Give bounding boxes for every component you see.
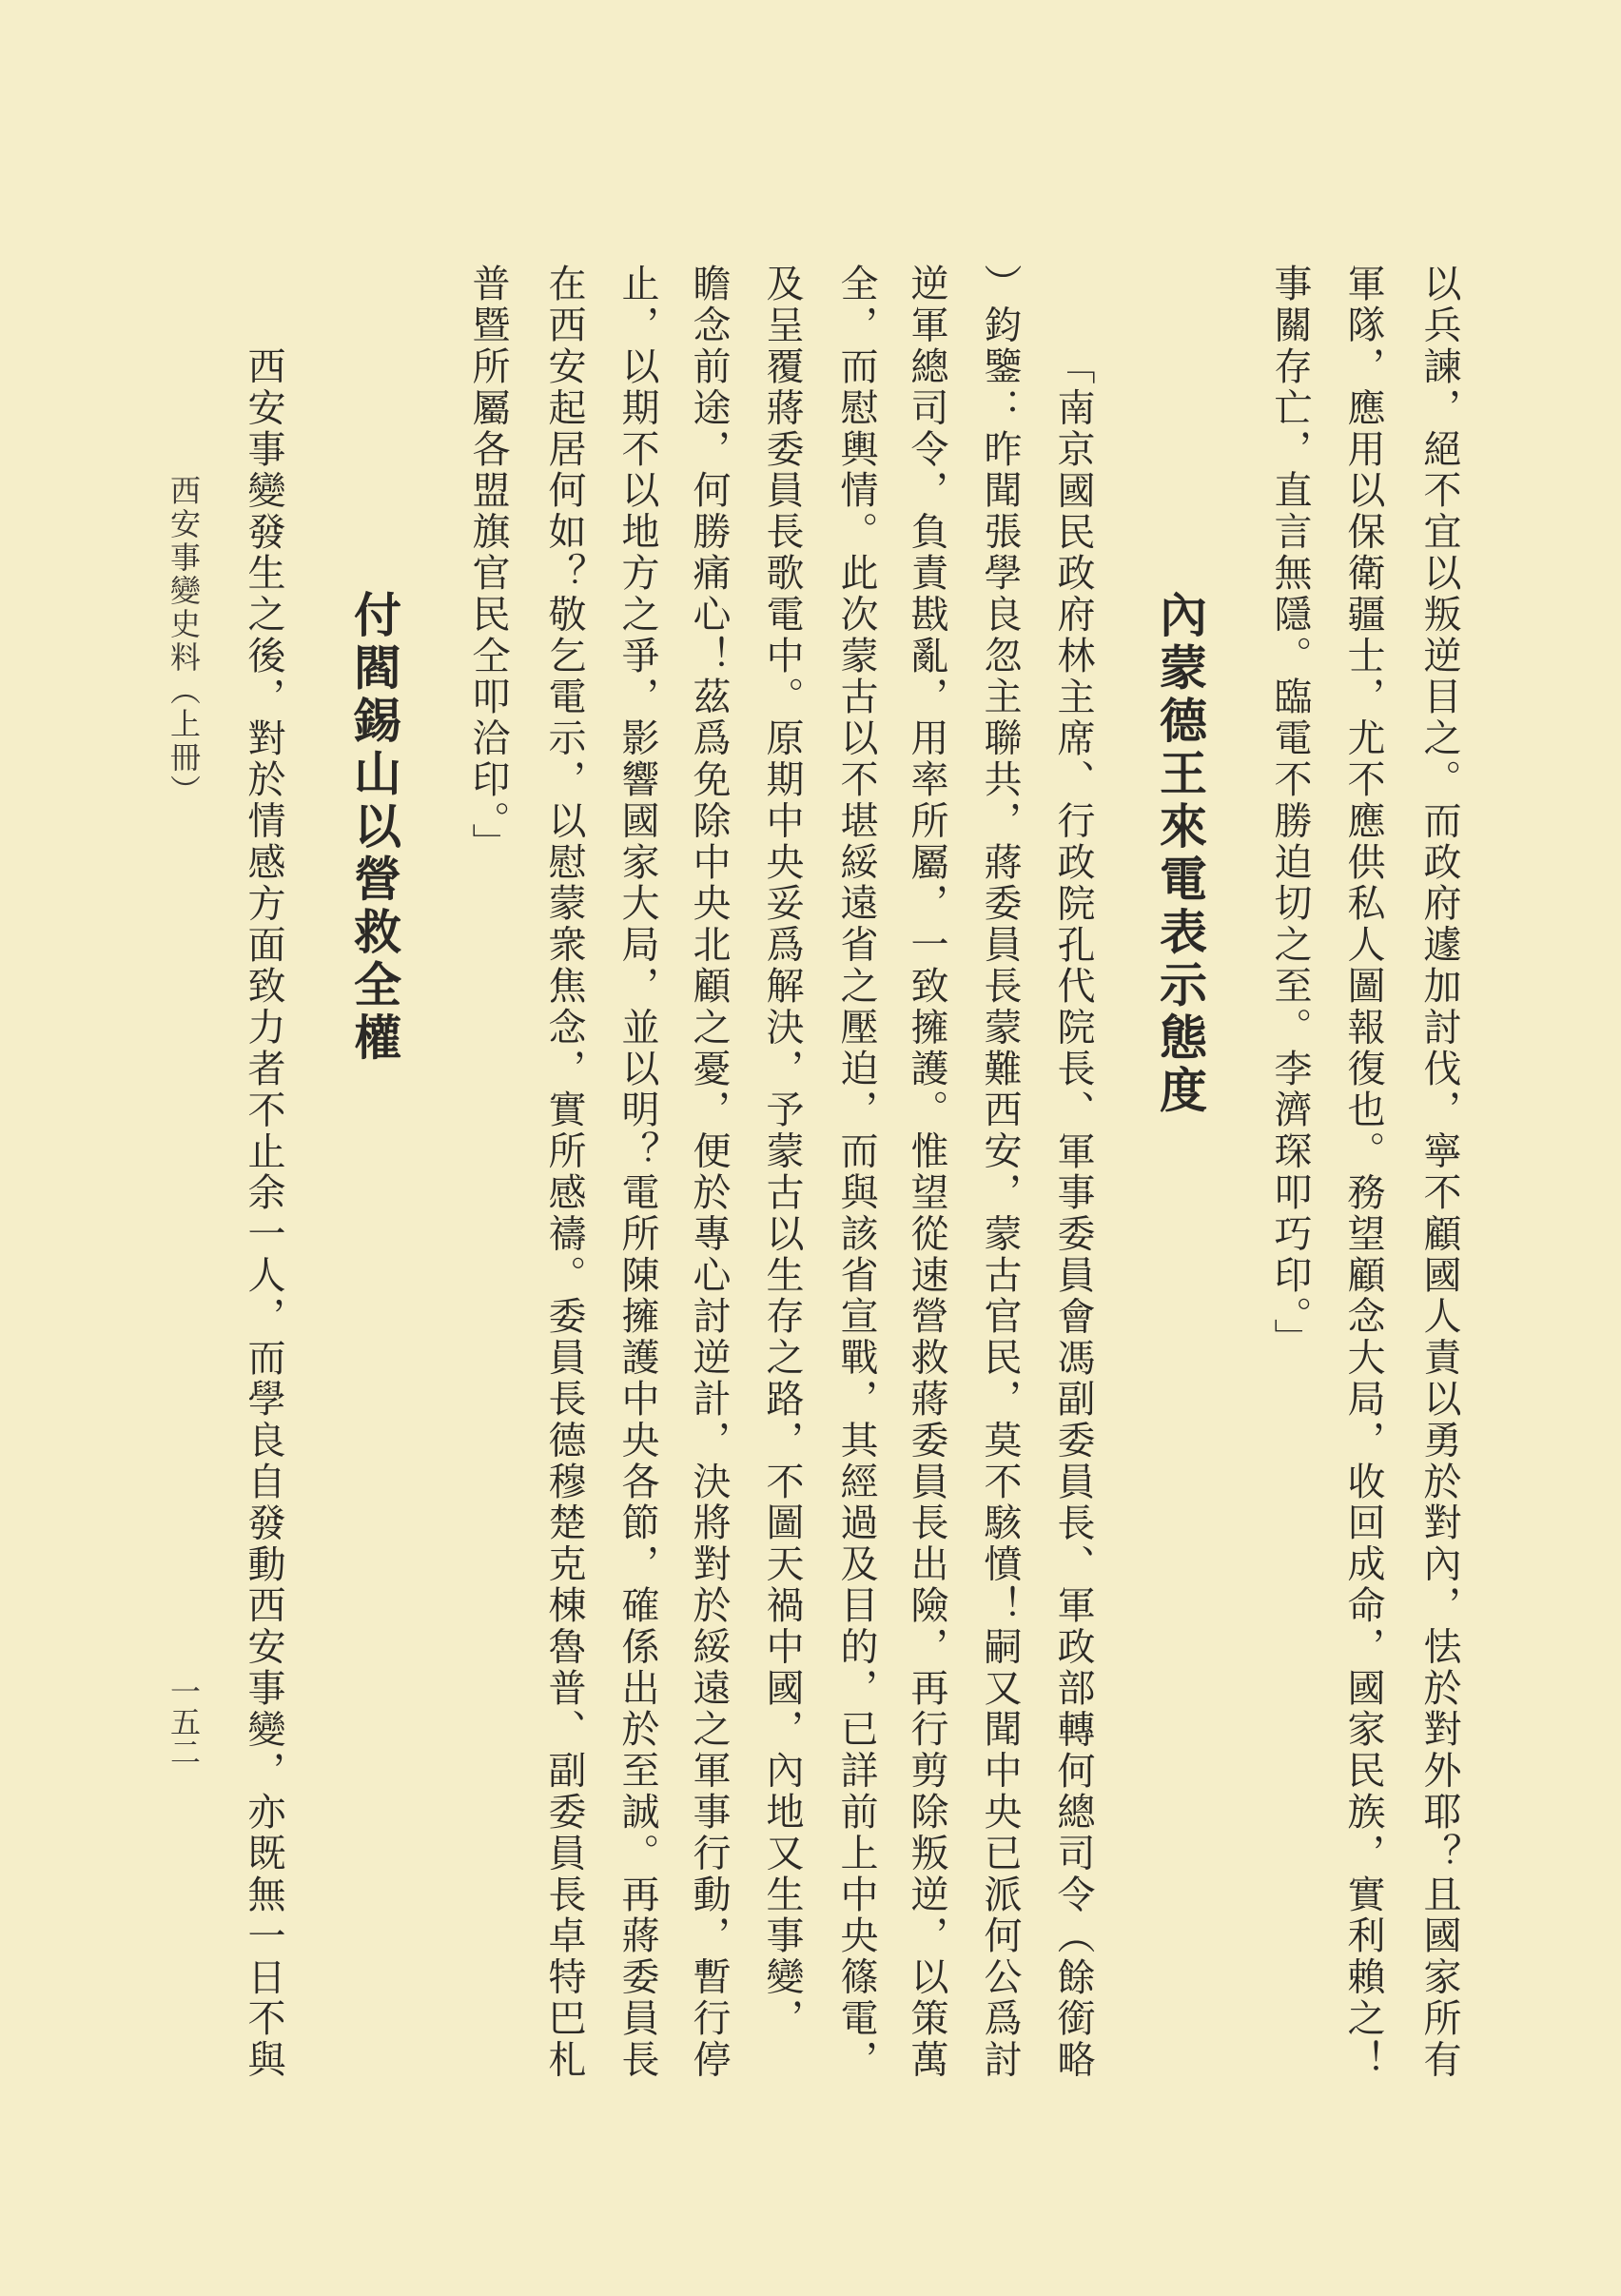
text-column: ）鈞鑒：昨聞張學良忽主聯共，蔣委員長蒙難西安，蒙古官民，莫不駭憤！嗣又聞中央已派何公爲討 bbox=[978, 264, 1022, 2081]
text-column: 瞻念前途，何勝痛心！茲爲免除中央北顧之憂，便於專心討逆計，決將對於綏遠之軍事行動，暫行停 bbox=[687, 264, 731, 2081]
text-column: 普暨所屬各盟旗官民仝叩洽印。」 bbox=[466, 264, 510, 864]
text-column: 軍隊，應用以保衛疆士，尤不應供私人圖報復也。務望顧念大局，收回成命，國家民族，實利賴之！ bbox=[1341, 264, 1385, 2081]
text-column: 事關存亡，直言無隱。臨電不勝迫切之至。李濟琛叩巧印。」 bbox=[1268, 264, 1312, 1360]
page-number: 一五二 bbox=[166, 1676, 202, 1767]
text-column: 及呈覆蔣委員長歌電中。原期中央妥爲解決，予蒙古以生存之路，不圖天禍中國，內地又生事變， bbox=[760, 264, 804, 2040]
section-heading: 付閻錫山以營救全權 bbox=[346, 590, 402, 1066]
text-column: 逆軍總司令，負責戡亂，用率所屬，一致擁護。惟望從速營救蔣委員長出險，再行剪除叛逆，以策萬 bbox=[905, 264, 948, 2081]
text-column: 全，而慰輿情。此次蒙古以不堪綏遠省之壓迫，而與該省宣戰，其經過及目的，已詳前上中央篠電， bbox=[834, 264, 878, 2081]
text-column: 西安事變發生之後，對於情感方面致力者不止余一人，而學良自發動西安事變，亦既無一日不與 bbox=[242, 346, 285, 2081]
running-footer-book-title: 西安事變史料（上冊） bbox=[166, 475, 202, 808]
text-column: 在西安起居何如？敬乞電示，以慰蒙衆焦念，實所感禱。委員長德穆楚克棟魯普、副委員長卓特巴札 bbox=[542, 264, 586, 2081]
section-heading: 內蒙德王來電表示態度 bbox=[1152, 590, 1208, 1118]
text-column: 止，以期不以地方之爭，影響國家大局，並以明？電所陳擁護中央各節，確係出於至誠。再蔣委員長 bbox=[615, 264, 659, 2081]
text-column: 「南京國民政府林主席、行政院孔代院長、軍事委員會馮副委員長、軍政部轉何總司令（餘銜略 bbox=[1051, 346, 1095, 2081]
text-column: 以兵諫，絕不宜以叛逆目之。而政府遽加討伐，寧不顧國人責以勇於對內，怯於對外耶？且國家所有 bbox=[1417, 264, 1461, 2081]
